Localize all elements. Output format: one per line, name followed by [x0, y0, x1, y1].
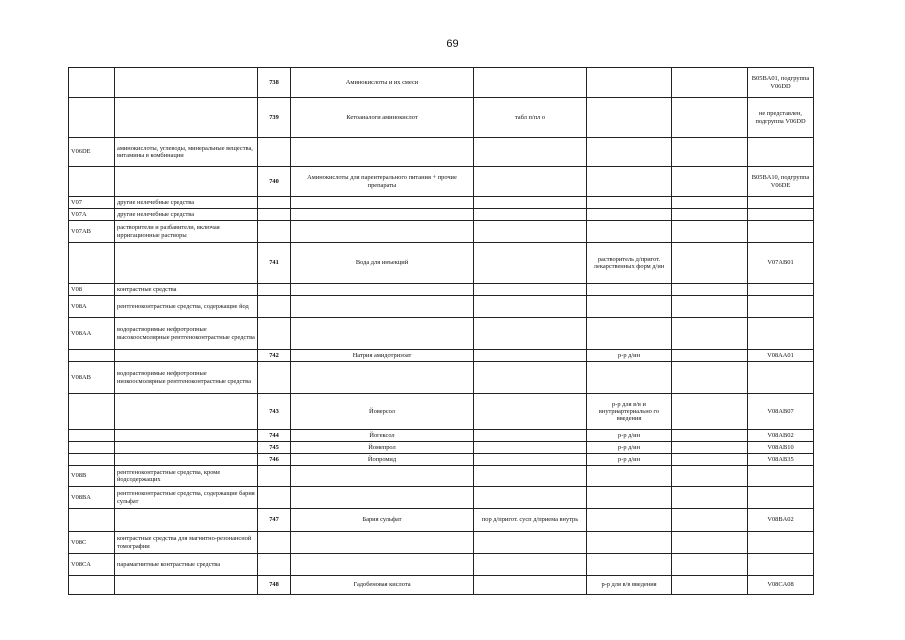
dosage-form: [474, 167, 587, 197]
item-number: 742: [258, 350, 291, 362]
dosage-form-alt: [587, 221, 672, 243]
empty-cell: [672, 221, 748, 243]
drug-name: [291, 284, 474, 296]
atc-group-code: [69, 430, 115, 442]
item-number: [258, 362, 291, 394]
item-number: [258, 284, 291, 296]
dosage-form: [474, 243, 587, 284]
dosage-form: [474, 68, 587, 98]
empty-cell: [672, 138, 748, 167]
dosage-form-alt: [587, 138, 672, 167]
atc-code: [748, 466, 814, 487]
atc-group-description: другие нелечебные средства: [115, 197, 258, 209]
item-number: 745: [258, 442, 291, 454]
dosage-form-alt: [587, 532, 672, 554]
dosage-form: [474, 138, 587, 167]
atc-group-code: V08CA: [69, 554, 115, 576]
dosage-form-alt: р-р для в/в введения: [587, 576, 672, 595]
dosage-form: [474, 466, 587, 487]
dosage-form: [474, 576, 587, 595]
atc-code: B05BA10, подгруппа V06DE: [748, 167, 814, 197]
empty-cell: [672, 243, 748, 284]
dosage-form: [474, 209, 587, 221]
drug-name: Кетоаналоги аминокислот: [291, 98, 474, 138]
table-row: [69, 209, 814, 221]
dosage-form-alt: р-р для в/в и внутриартериально го введения: [587, 394, 672, 430]
dosage-form: [474, 442, 587, 454]
dosage-form-alt: [587, 209, 672, 221]
dosage-form-alt: р-р д/ин: [587, 442, 672, 454]
drug-name: Йогексол: [291, 430, 474, 442]
atc-group-description: парамагнитные контрастные средства: [115, 554, 258, 576]
atc-group-description: [115, 576, 258, 595]
atc-group-code: V06DE: [69, 138, 115, 167]
empty-cell: [672, 509, 748, 532]
atc-group-description: [115, 509, 258, 532]
item-number: [258, 466, 291, 487]
empty-cell: [672, 284, 748, 296]
atc-group-description: рентгеноконтрастные средства, кроме йодсодержащих: [115, 466, 258, 487]
table-row: [69, 243, 814, 284]
table-row: [69, 487, 814, 509]
atc-group-description: аминокислоты, углеводы, минеральные вещества, витамины в комбинации: [115, 138, 258, 167]
empty-cell: [672, 98, 748, 138]
atc-code: [748, 209, 814, 221]
item-number: 746: [258, 454, 291, 466]
table-row: [69, 509, 814, 532]
item-number: [258, 197, 291, 209]
item-number: 741: [258, 243, 291, 284]
atc-group-description: растворители и разбавители, включая ирригационные растворы: [115, 221, 258, 243]
empty-cell: [672, 576, 748, 595]
atc-code: [748, 284, 814, 296]
drug-name: [291, 532, 474, 554]
drug-name: Йомепрол: [291, 442, 474, 454]
table-row: [69, 138, 814, 167]
table-row: [69, 442, 814, 454]
drug-name: [291, 209, 474, 221]
table-row: [69, 576, 814, 595]
atc-group-code: [69, 576, 115, 595]
table-row: [69, 554, 814, 576]
drug-name: [291, 554, 474, 576]
atc-code: [748, 362, 814, 394]
atc-group-description: водорастворимые нефротропные высокоосмолярные рентгеноконтрастные средства: [115, 318, 258, 350]
empty-cell: [672, 318, 748, 350]
item-number: [258, 554, 291, 576]
empty-cell: [672, 167, 748, 197]
atc-code: V08AB35: [748, 454, 814, 466]
table-row: [69, 394, 814, 430]
atc-group-description: [115, 167, 258, 197]
empty-cell: [672, 209, 748, 221]
atc-group-code: V07: [69, 197, 115, 209]
atc-code: B05BA01, подгруппа V06DD: [748, 68, 814, 98]
table-row: [69, 167, 814, 197]
atc-code: V08BA02: [748, 509, 814, 532]
empty-cell: [672, 466, 748, 487]
drug-name: Аминокислоты для парентерального питания + прочие препараты: [291, 167, 474, 197]
atc-group-description: [115, 350, 258, 362]
dosage-form: [474, 296, 587, 318]
atc-group-description: [115, 454, 258, 466]
dosage-form-alt: [587, 318, 672, 350]
atc-group-code: V08AA: [69, 318, 115, 350]
atc-group-code: [69, 68, 115, 98]
item-number: [258, 138, 291, 167]
dosage-form-alt: [587, 487, 672, 509]
item-number: 747: [258, 509, 291, 532]
atc-group-code: [69, 442, 115, 454]
drug-name: [291, 318, 474, 350]
atc-group-code: V08A: [69, 296, 115, 318]
atc-group-description: [115, 98, 258, 138]
dosage-form-alt: [587, 362, 672, 394]
atc-group-description: рентгеноконтрастные средства, содержащие йод: [115, 296, 258, 318]
dosage-form: [474, 197, 587, 209]
drug-name: [291, 362, 474, 394]
dosage-form-alt: [587, 68, 672, 98]
atc-group-code: [69, 454, 115, 466]
empty-cell: [672, 430, 748, 442]
item-number: [258, 532, 291, 554]
atc-group-code: V08BA: [69, 487, 115, 509]
atc-group-code: V08: [69, 284, 115, 296]
drug-name: Бария сульфат: [291, 509, 474, 532]
drug-name: [291, 487, 474, 509]
dosage-form-alt: р-р д/ин: [587, 430, 672, 442]
dosage-form-alt: [587, 509, 672, 532]
table-row: [69, 454, 814, 466]
item-number: 744: [258, 430, 291, 442]
dosage-form-alt: р-р д/ин: [587, 454, 672, 466]
item-number: [258, 487, 291, 509]
drug-name: [291, 138, 474, 167]
empty-cell: [672, 532, 748, 554]
atc-code: V08CA08: [748, 576, 814, 595]
atc-group-code: V07AB: [69, 221, 115, 243]
table-row: [69, 221, 814, 243]
atc-group-description: [115, 394, 258, 430]
empty-cell: [672, 68, 748, 98]
table-body: [69, 68, 814, 595]
item-number: 748: [258, 576, 291, 595]
dosage-form: [474, 350, 587, 362]
empty-cell: [672, 554, 748, 576]
dosage-form: [474, 284, 587, 296]
item-number: [258, 296, 291, 318]
atc-group-description: [115, 68, 258, 98]
atc-group-code: [69, 243, 115, 284]
atc-group-description: [115, 430, 258, 442]
atc-code: V07AB01: [748, 243, 814, 284]
drug-name: [291, 296, 474, 318]
drug-name: Вода для инъекций: [291, 243, 474, 284]
drug-name: [291, 197, 474, 209]
table-row: [69, 68, 814, 98]
atc-group-code: V07A: [69, 209, 115, 221]
empty-cell: [672, 296, 748, 318]
atc-code: V08AB07: [748, 394, 814, 430]
empty-cell: [672, 454, 748, 466]
page-number: 69: [446, 38, 459, 50]
table-row: [69, 284, 814, 296]
drug-name: [291, 466, 474, 487]
item-number: 743: [258, 394, 291, 430]
item-number: [258, 318, 291, 350]
dosage-form: [474, 362, 587, 394]
empty-cell: [672, 442, 748, 454]
dosage-form: [474, 487, 587, 509]
item-number: [258, 209, 291, 221]
dosage-form-alt: [587, 554, 672, 576]
table-row: [69, 296, 814, 318]
item-number: 739: [258, 98, 291, 138]
atc-code: [748, 221, 814, 243]
atc-group-description: контрастные средства: [115, 284, 258, 296]
dosage-form: пор д/пригот. сусп д/приема внутрь: [474, 509, 587, 532]
empty-cell: [672, 197, 748, 209]
atc-group-description: другие нелечебные средства: [115, 209, 258, 221]
dosage-form: [474, 532, 587, 554]
atc-group-description: водорастворимые нефротропные низкоосмолярные рентгеноконтрастные средства: [115, 362, 258, 394]
table-row: [69, 98, 814, 138]
atc-code: [748, 532, 814, 554]
atc-code: [748, 554, 814, 576]
atc-group-code: V08AB: [69, 362, 115, 394]
drug-name: Натрия амидотризоат: [291, 350, 474, 362]
dosage-form: [474, 554, 587, 576]
dosage-form-alt: [587, 296, 672, 318]
atc-code: [748, 318, 814, 350]
atc-group-code: [69, 350, 115, 362]
atc-group-code: [69, 98, 115, 138]
atc-code: [748, 487, 814, 509]
atc-group-code: V08C: [69, 532, 115, 554]
drug-name: Йоверсол: [291, 394, 474, 430]
atc-group-description: [115, 243, 258, 284]
dosage-form-alt: [587, 98, 672, 138]
drug-name: Йопромид: [291, 454, 474, 466]
dosage-form: [474, 394, 587, 430]
atc-group-description: [115, 442, 258, 454]
dosage-form-alt: [587, 284, 672, 296]
dosage-form: [474, 221, 587, 243]
table-row: [69, 430, 814, 442]
item-number: 738: [258, 68, 291, 98]
table-row: [69, 362, 814, 394]
atc-code: [748, 296, 814, 318]
dosage-form: табл п/пл о: [474, 98, 587, 138]
dosage-form-alt: [587, 466, 672, 487]
atc-group-code: [69, 394, 115, 430]
table-row: [69, 532, 814, 554]
atc-code: V08AA01: [748, 350, 814, 362]
drug-name: Гадобеновая кислота: [291, 576, 474, 595]
empty-cell: [672, 487, 748, 509]
empty-cell: [672, 394, 748, 430]
empty-cell: [672, 350, 748, 362]
dosage-form-alt: растворитель д/пригот. лекарственных форм д/ин: [587, 243, 672, 284]
drug-list-table: [68, 67, 814, 595]
table-row: [69, 466, 814, 487]
dosage-form: [474, 318, 587, 350]
atc-group-code: V08B: [69, 466, 115, 487]
atc-group-code: [69, 167, 115, 197]
drug-name: [291, 221, 474, 243]
dosage-form-alt: [587, 197, 672, 209]
empty-cell: [672, 362, 748, 394]
item-number: [258, 221, 291, 243]
item-number: 740: [258, 167, 291, 197]
atc-group-description: контрастные средства для магнитно-резонансной томографии: [115, 532, 258, 554]
atc-code: не представлен, подгруппа V06DD: [748, 98, 814, 138]
dosage-form-alt: р-р д/ин: [587, 350, 672, 362]
atc-code: [748, 197, 814, 209]
atc-group-code: [69, 509, 115, 532]
atc-code: [748, 138, 814, 167]
table-row: [69, 197, 814, 209]
dosage-form-alt: [587, 167, 672, 197]
drug-name: Аминокислоты и их смеси: [291, 68, 474, 98]
atc-group-description: рентгеноконтрастные средства, содержащие бария сульфат: [115, 487, 258, 509]
table-row: [69, 350, 814, 362]
atc-code: V08AB10: [748, 442, 814, 454]
table-row: [69, 318, 814, 350]
dosage-form: [474, 430, 587, 442]
dosage-form: [474, 454, 587, 466]
atc-code: V08AB02: [748, 430, 814, 442]
